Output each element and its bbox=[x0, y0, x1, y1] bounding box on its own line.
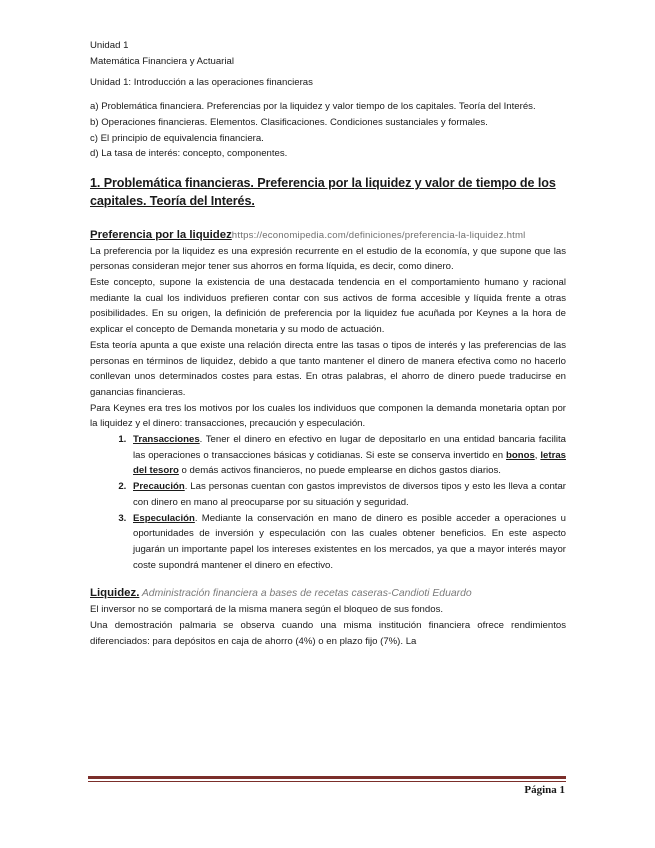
motive-text: . Mediante la conservación en mano de dinero es posible acceder a operaciones u oportunidades de inversión y especulación con las cuales obtener beneficios. En este aspecto jugarán un importante papel los intereses existentes en los mercados, ya que a mayor interés mayor coste supondrá mantener el dinero en efectivo. bbox=[133, 512, 566, 571]
footer-rule-thick bbox=[88, 776, 566, 779]
motive-term: Precaución bbox=[133, 481, 185, 493]
motives-list bbox=[90, 432, 566, 573]
citation: Administración financiera a bases de recetas caseras-Candioti Eduardo bbox=[139, 588, 472, 600]
motive-term: Transacciones bbox=[133, 434, 200, 446]
bonos-link[interactable]: bonos bbox=[506, 449, 535, 461]
liquidez-heading: Liquidez. bbox=[90, 587, 140, 600]
syllabus-list bbox=[90, 99, 566, 162]
syllabus-item-d: d) La tasa de interés: concepto, componentes. bbox=[90, 148, 288, 160]
page-number: Página 1 bbox=[524, 784, 565, 796]
liquidity-heading-line bbox=[90, 228, 566, 244]
liquidity-heading: Preferencia por la liquidez bbox=[90, 228, 232, 241]
liquidity-paragraph: La preferencia por la liquidez es una expresión recurrente en el estudio de la economía, y que supone que las personas consideran mejor tener sus ahorros en forma líquida, es decir, como dinero. bbox=[90, 245, 566, 273]
footer-rule-thin bbox=[88, 781, 566, 782]
document-page bbox=[90, 38, 566, 649]
motive-text: . Tener el dinero en efectivo en lugar de depositarlo en una entidad bancaria facilita las operaciones o transacciones básicas y cotidianas. Si este se conserva invertido en bbox=[133, 434, 566, 461]
syllabus-item-b: b) Operaciones financieras. Elementos. Clasificaciones. Condiciones sustanciales y formales. bbox=[90, 116, 488, 128]
letras-link[interactable]: letras del tesoro bbox=[133, 449, 566, 477]
syllabus-item-c: c) El principio de equivalencia financiera. bbox=[90, 132, 264, 144]
course-name: Matemática Financiera y Actuarial bbox=[90, 55, 234, 67]
liquidez-paragraph: Una demostración palmaria se observa cuando una misma institución financiera ofrece rendimientos diferenciados: para depósitos en caja de ahorro (4%) o en plazo fijo (7%). La bbox=[90, 619, 566, 647]
liquidez-heading-line bbox=[90, 586, 566, 602]
syllabus-item-a: a) Problemática financiera. Preferencias por la liquidez y valor tiempo de los capitales. Teoría del Interés. bbox=[90, 101, 536, 113]
liquidity-paragraph: Este concepto, supone la existencia de una destacada tendencia en el comportamiento humano y racional mediante la cual los individuos prefieren contar con sus activos de forma accesible y líquida frente a otras posibilidades. En su origen, la definición de preferencia por la liquidez fue acuñada por Keynes a la hora de explicar el concepto de Demanda monetaria y su modo de actuación. bbox=[90, 277, 566, 336]
motive-text: . Las personas cuentan con gastos imprevistos de diversos tipos y esto les lleva a contar con dinero en mano al preocuparse por su situación y seguridad. bbox=[133, 481, 566, 508]
liquidity-paragraph: Para Keynes era tres los motivos por los cuales los individuos que componen la demanda monetaria optan por la liquidez y el dinero: transacciones, precaución y especulación. bbox=[90, 402, 566, 430]
motive-item-transactions bbox=[129, 432, 566, 479]
unit-label: Unidad 1 bbox=[90, 40, 129, 51]
source-link[interactable]: https://economipedia.com/definiciones/preferencia-la-liquidez.html bbox=[231, 229, 526, 241]
liquidity-paragraph: Esta teoría apunta a que existe una relación directa entre las tasas o tipos de interés y las preferencias de las personas en términos de liquidez, debido a que tanto mantener el dinero de manera efectiva como no hacerlo conllevan unos determinados costes para estas. En otras palabras, el ahorro de dinero puede traducirse en ganancias financieras. bbox=[90, 339, 566, 398]
motive-text: o demás activos financieros, no puede emplearse en dichos gastos diarios. bbox=[178, 465, 501, 477]
separator: , bbox=[534, 449, 541, 461]
motive-item-speculation bbox=[129, 511, 566, 574]
section-1-title: 1. Problemática financieras. Preferencia por la liquidez y valor de tiempo de los capitales. Teoría del Interés. bbox=[90, 175, 556, 208]
motive-item-precaution bbox=[129, 479, 566, 510]
motive-term: Especulación bbox=[133, 512, 195, 524]
unit-title: Unidad 1: Introducción a las operaciones financieras bbox=[90, 77, 313, 89]
liquidez-paragraph: El inversor no se comportará de la misma manera según el bloqueo de sus fondos. bbox=[90, 604, 444, 616]
